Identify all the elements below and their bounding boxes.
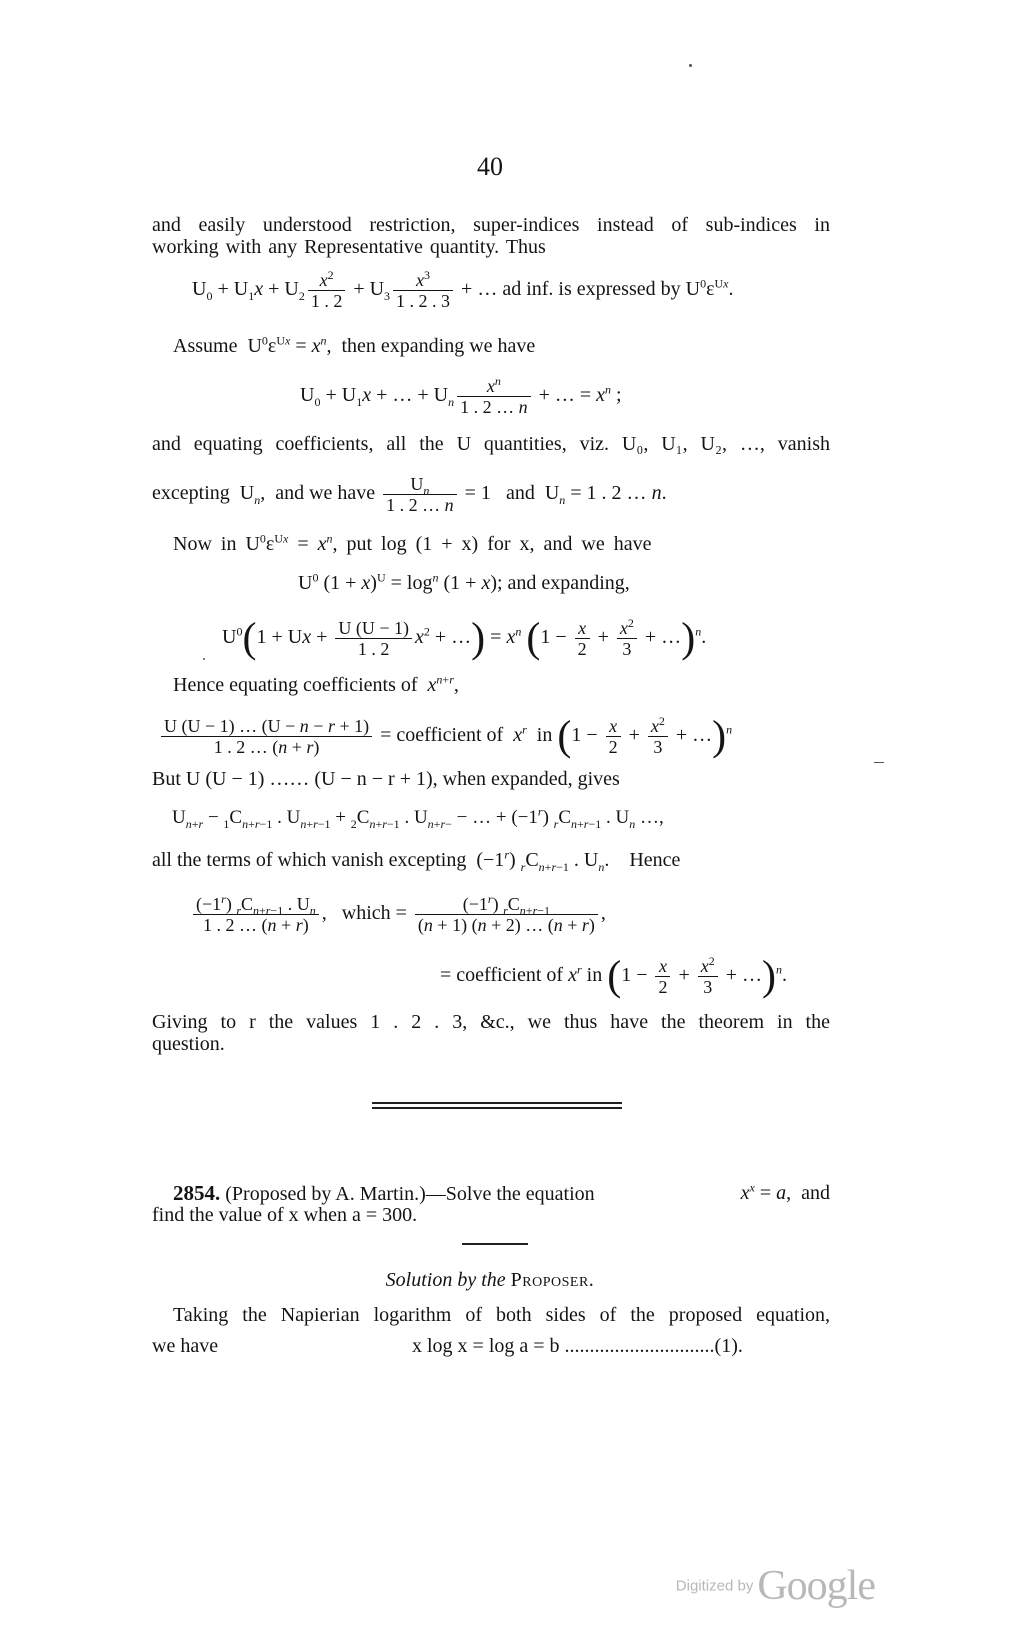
equation-1: x log x = log a = b ..............................(1).: [412, 1335, 743, 1357]
scan-speck: [689, 64, 692, 67]
and-expanding: ; and expanding,: [497, 572, 630, 594]
in-word-2: in: [586, 964, 603, 987]
paragraph-line: question.: [152, 1033, 225, 1055]
equation-log: $U^0$ $(1 + x)^U = \log^n (1 + x)$; and expanding,: [298, 570, 630, 594]
and-word: and: [505, 482, 535, 505]
page-number: 40: [477, 152, 503, 181]
excepting-line: excepting $U_n$, and we have $\frac{U_n}{1 . 2 \dots n}$ = 1 and $U_n = 1$ . 2 … n.: [152, 474, 667, 515]
paragraph-line: and equating coefficients, all the U quantities, viz. U₀, U₁, U₂, …, vanish: [152, 433, 830, 455]
google-watermark: [676, 1562, 875, 1610]
assume-line: Assume $U^0\varepsilon^{Ux} = x^n$, then expanding we have: [173, 333, 536, 357]
paragraph-line: working with any Representative quantity. Thus: [152, 236, 546, 258]
we-have-line: [152, 1334, 830, 1358]
solution-heading-text: Solution by the: [385, 1269, 506, 1291]
equation-text: + … ad inf. is expressed by: [461, 278, 681, 301]
paragraph-line: Taking the Napierian logarithm of both sides of the proposed equation,: [173, 1304, 830, 1326]
paragraph-line: Giving to r the values 1 . 2 . 3, &c., we thus have the theorem in the: [152, 1011, 830, 1033]
problem-statement: 2854. (Proposed by A. Martin.)—Solve the equation $x^x = a$, and: [173, 1180, 830, 1205]
scan-speck: [874, 762, 884, 763]
hence-equating: Hence equating coefficients of: [173, 674, 418, 696]
equation-expansion: $U_0 + U_1x$ + … + $U_n$ $\frac{x^n}{1 . 2 \dots n}$ + … = $x^n$ ;: [300, 374, 622, 417]
all-terms: all the terms of which vanish excepting: [152, 849, 467, 871]
assume-suffix: then expanding we have: [341, 335, 536, 357]
and-we-have: and we have: [275, 482, 376, 505]
hence-line: Hence equating coefficients of $x^{n+r}$,: [173, 672, 459, 696]
section-divider: [372, 1107, 622, 1109]
scan-speck: [203, 658, 205, 660]
solution-author: Proposer.: [510, 1269, 595, 1291]
watermark-prefix: Digitized by: [675, 1577, 754, 1595]
short-divider: [462, 1243, 528, 1245]
coefficient-of: = coefficient of: [380, 724, 504, 747]
which-word: which: [341, 902, 391, 925]
equation-series: $U_0 + U_1x + U_2$ $\frac{x^2}{1 . 2}$ + $U_3$ $\frac{x^3}{1 . 2 . 3}$ + … ad inf. is expressed by $U^0\varepsilon^{Ux}$.: [192, 268, 734, 311]
equation-which: $\frac{(-1^r) _rC_{n+r-1} . U_n}{1 . 2 \dots (n + r)}$ , which = $\frac{(-1^r) _rC_{n+r-1}}{(n + 1) (n + 2) \dots (n + r)}$ ,: [190, 894, 606, 935]
google-logo: Google: [757, 1563, 875, 1609]
equation-terms: $U_{n+r} - _1C_{n+r-1}$ . $U_{n+r-1} + _2C_{n+r-1}$ . $U_{n+r-}$ − … + $(-1^r)$ $_rC_{n+r-1}$ . $U_n$ …,: [172, 804, 664, 831]
paragraph-line: and easily understood restriction, super-indices instead of sub-indices in: [152, 214, 830, 236]
paragraph-line: But U (U − 1) …… (U − n − r + 1), when expanded, gives: [152, 768, 620, 790]
hence-word: Hence: [629, 849, 681, 871]
section-divider: [372, 1102, 622, 1104]
assume-word: Assume: [173, 335, 238, 357]
problem-text-end: and: [801, 1182, 830, 1204]
paragraph-line: find the value of x when a = 300.: [152, 1204, 418, 1226]
equation-coefficient-2: = coefficient of $x^r$ in (1 − $\frac{x}{2}$ + $\frac{x^2}{3}$ + …)$^n$.: [440, 953, 788, 1000]
excepting-word: excepting: [152, 482, 230, 505]
now-in: Now in: [173, 533, 237, 555]
equation-expanded: $U^0(1 + Ux$ + $\frac{U (U - 1)}{1 . 2}$ $x^2$ + …) = $x^n$ (1 − $\frac{x}{2}$ + $\frac{x^2}{3}$ + …)$^n$.: [222, 615, 707, 662]
problem-text: (Proposed by A. Martin.)—Solve the equation: [225, 1183, 595, 1205]
now-in-line: Now in $U^0\varepsilon^{Ux} = x^n$, put log (1 + x) for x, and we have: [173, 531, 652, 555]
we-have: we have: [152, 1335, 219, 1357]
put-text: put log (1 + x) for x, and we have: [346, 533, 652, 555]
coefficient-of-2: = coefficient of: [440, 964, 564, 987]
equation-coefficient: $\frac{U (U - 1) \dots (U - n - r + 1)}{1 . 2 \dots (n + r)}$ = coefficient of $x^r$ in (1 − $\frac{x}{2}$ + $\frac{x^2}{3}$ + …)$^n$: [158, 716, 732, 757]
problem-number: 2854.: [173, 1181, 221, 1205]
all-terms-line: all the terms of which vanish excepting $(-1^r)$ $_rC_{n+r-1}$ . $U_n$. Hence: [152, 847, 681, 874]
in-word: in: [536, 724, 553, 747]
solution-heading: [290, 1268, 690, 1292]
